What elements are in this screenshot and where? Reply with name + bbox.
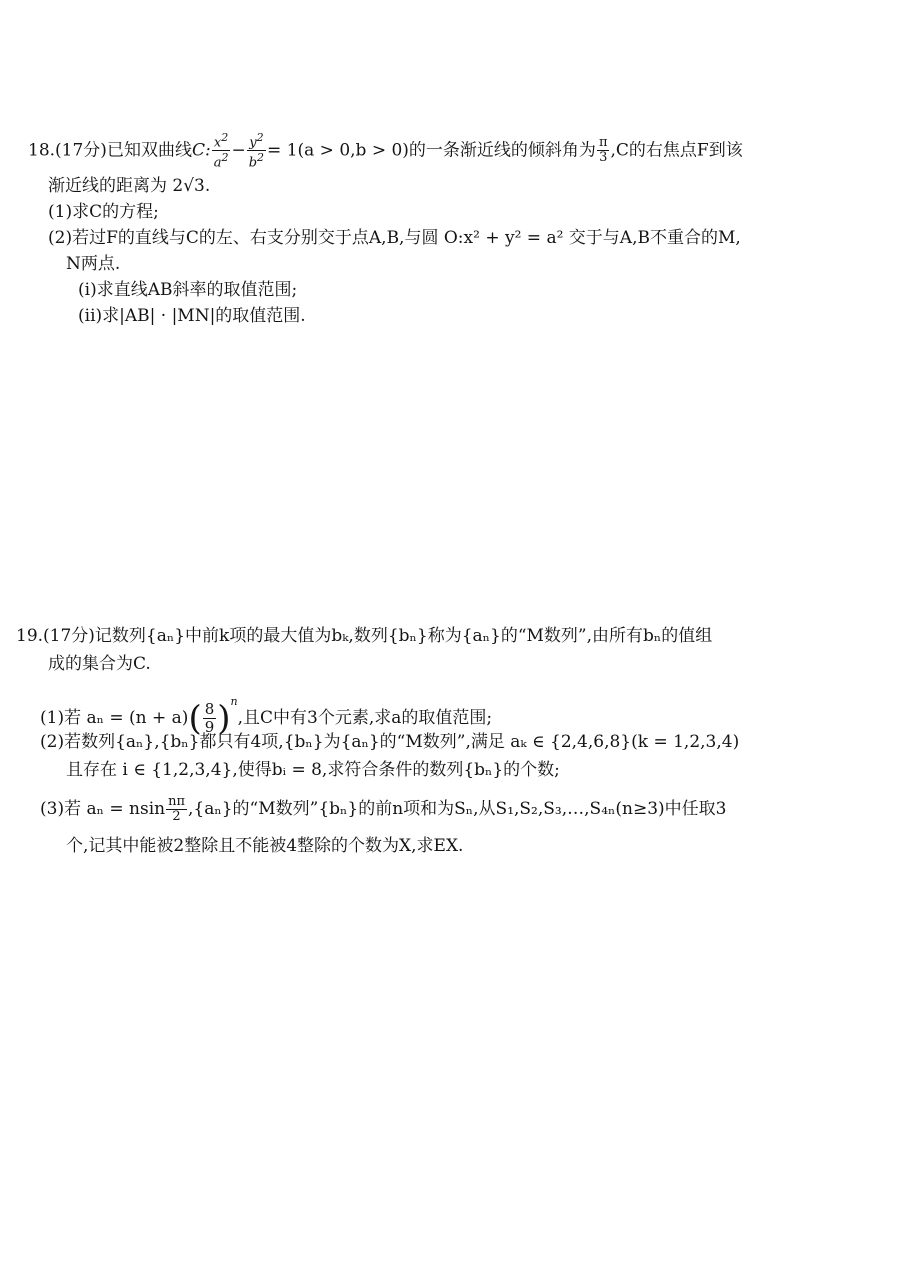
- q18-fraction-y2-b2: $\frac{y^2}{b^2}$: [248, 131, 265, 171]
- q18-part-2-line-2: N两点.: [66, 254, 121, 274]
- q18-part-1: (1)求C的方程;: [48, 202, 159, 222]
- q18-fraction-x2-a2: $\frac{x^2}{a^2}$: [213, 131, 229, 171]
- q19-part-3-post: ,{aₙ}的“M数列”{bₙ}的前n项和为Sₙ,从S₁,S₂,S₃,…,S₄ₙ(n≥3)中任取3: [188, 799, 727, 819]
- q18-text-1: 已知双曲线: [106, 140, 192, 161]
- q19-part-1-pre: (1)若 aₙ = (n + a): [40, 708, 189, 728]
- q18-line-2: 渐近线的距离为 2√3.: [48, 176, 211, 196]
- q18-fraction-pi-3: $\frac{\pi}{3}$: [598, 135, 608, 166]
- q19-part-3-line-2: 个,记其中能被2整除且不能被4整除的个数为X,求EX.: [66, 836, 464, 856]
- q19-part-2-line-1: (2)若数列{aₙ},{bₙ}都只有4项,{bₙ}为{aₙ}的“M数列”,满足 aₖ ∈ {2,4,6,8}(k = 1,2,3,4): [40, 732, 740, 752]
- q18-text-2: = 1(a > 0,b > 0)的一条渐近线的倾斜角为: [267, 140, 596, 161]
- q18-curve-label: C:: [191, 140, 211, 161]
- q18-number: 18.: [28, 140, 56, 161]
- q19-exponent: n: [230, 695, 238, 708]
- q19-line-2: 成的集合为C.: [48, 654, 151, 674]
- q19-part-3-pre: (3)若 aₙ = nsin: [40, 799, 166, 819]
- q18-part-2-i: (i)求直线AB斜率的取值范围;: [78, 280, 298, 300]
- q19-fraction-npi-2: $\frac{n\pi}{2}$: [168, 794, 186, 824]
- q18-part-2-line-1: (2)若过F的直线与C的左、右支分别交于点A,B,与圆 O:x² + y² = a² 交于与A,B不重合的M,: [48, 228, 741, 248]
- q19-part-1-post: ,且C中有3个元素,求a的取值范围;: [237, 708, 493, 728]
- q19-part-2-line-2: 且存在 i ∈ {1,2,3,4},使得bᵢ = 8,求符合条件的数列{bₙ}的个数;: [66, 760, 560, 780]
- q18-part-2-ii: (ii)求|AB| · |MN|的取值范围.: [78, 306, 306, 326]
- q19-fraction-8-9: $\frac{8}{9}$: [204, 700, 215, 736]
- q19-part-3: [40, 795, 726, 824]
- q19-part-1: (1)若 aₙ = (n + a)( $\frac{8}{9}$ )$^n$,且C中有3个元素,求a的取值范围;: [40, 695, 493, 739]
- q18-text-3: ,C的右焦点F到该: [610, 140, 743, 161]
- q18-points: (17分): [55, 140, 107, 161]
- q18-line-1: [28, 131, 743, 171]
- q18-minus: −: [231, 140, 246, 161]
- q19-line-1: 19.(17分)记数列{aₙ}中前k项的最大值为bₖ,数列{bₙ}称为{aₙ}的“M数列”,由所有bₙ的值组: [16, 626, 713, 646]
